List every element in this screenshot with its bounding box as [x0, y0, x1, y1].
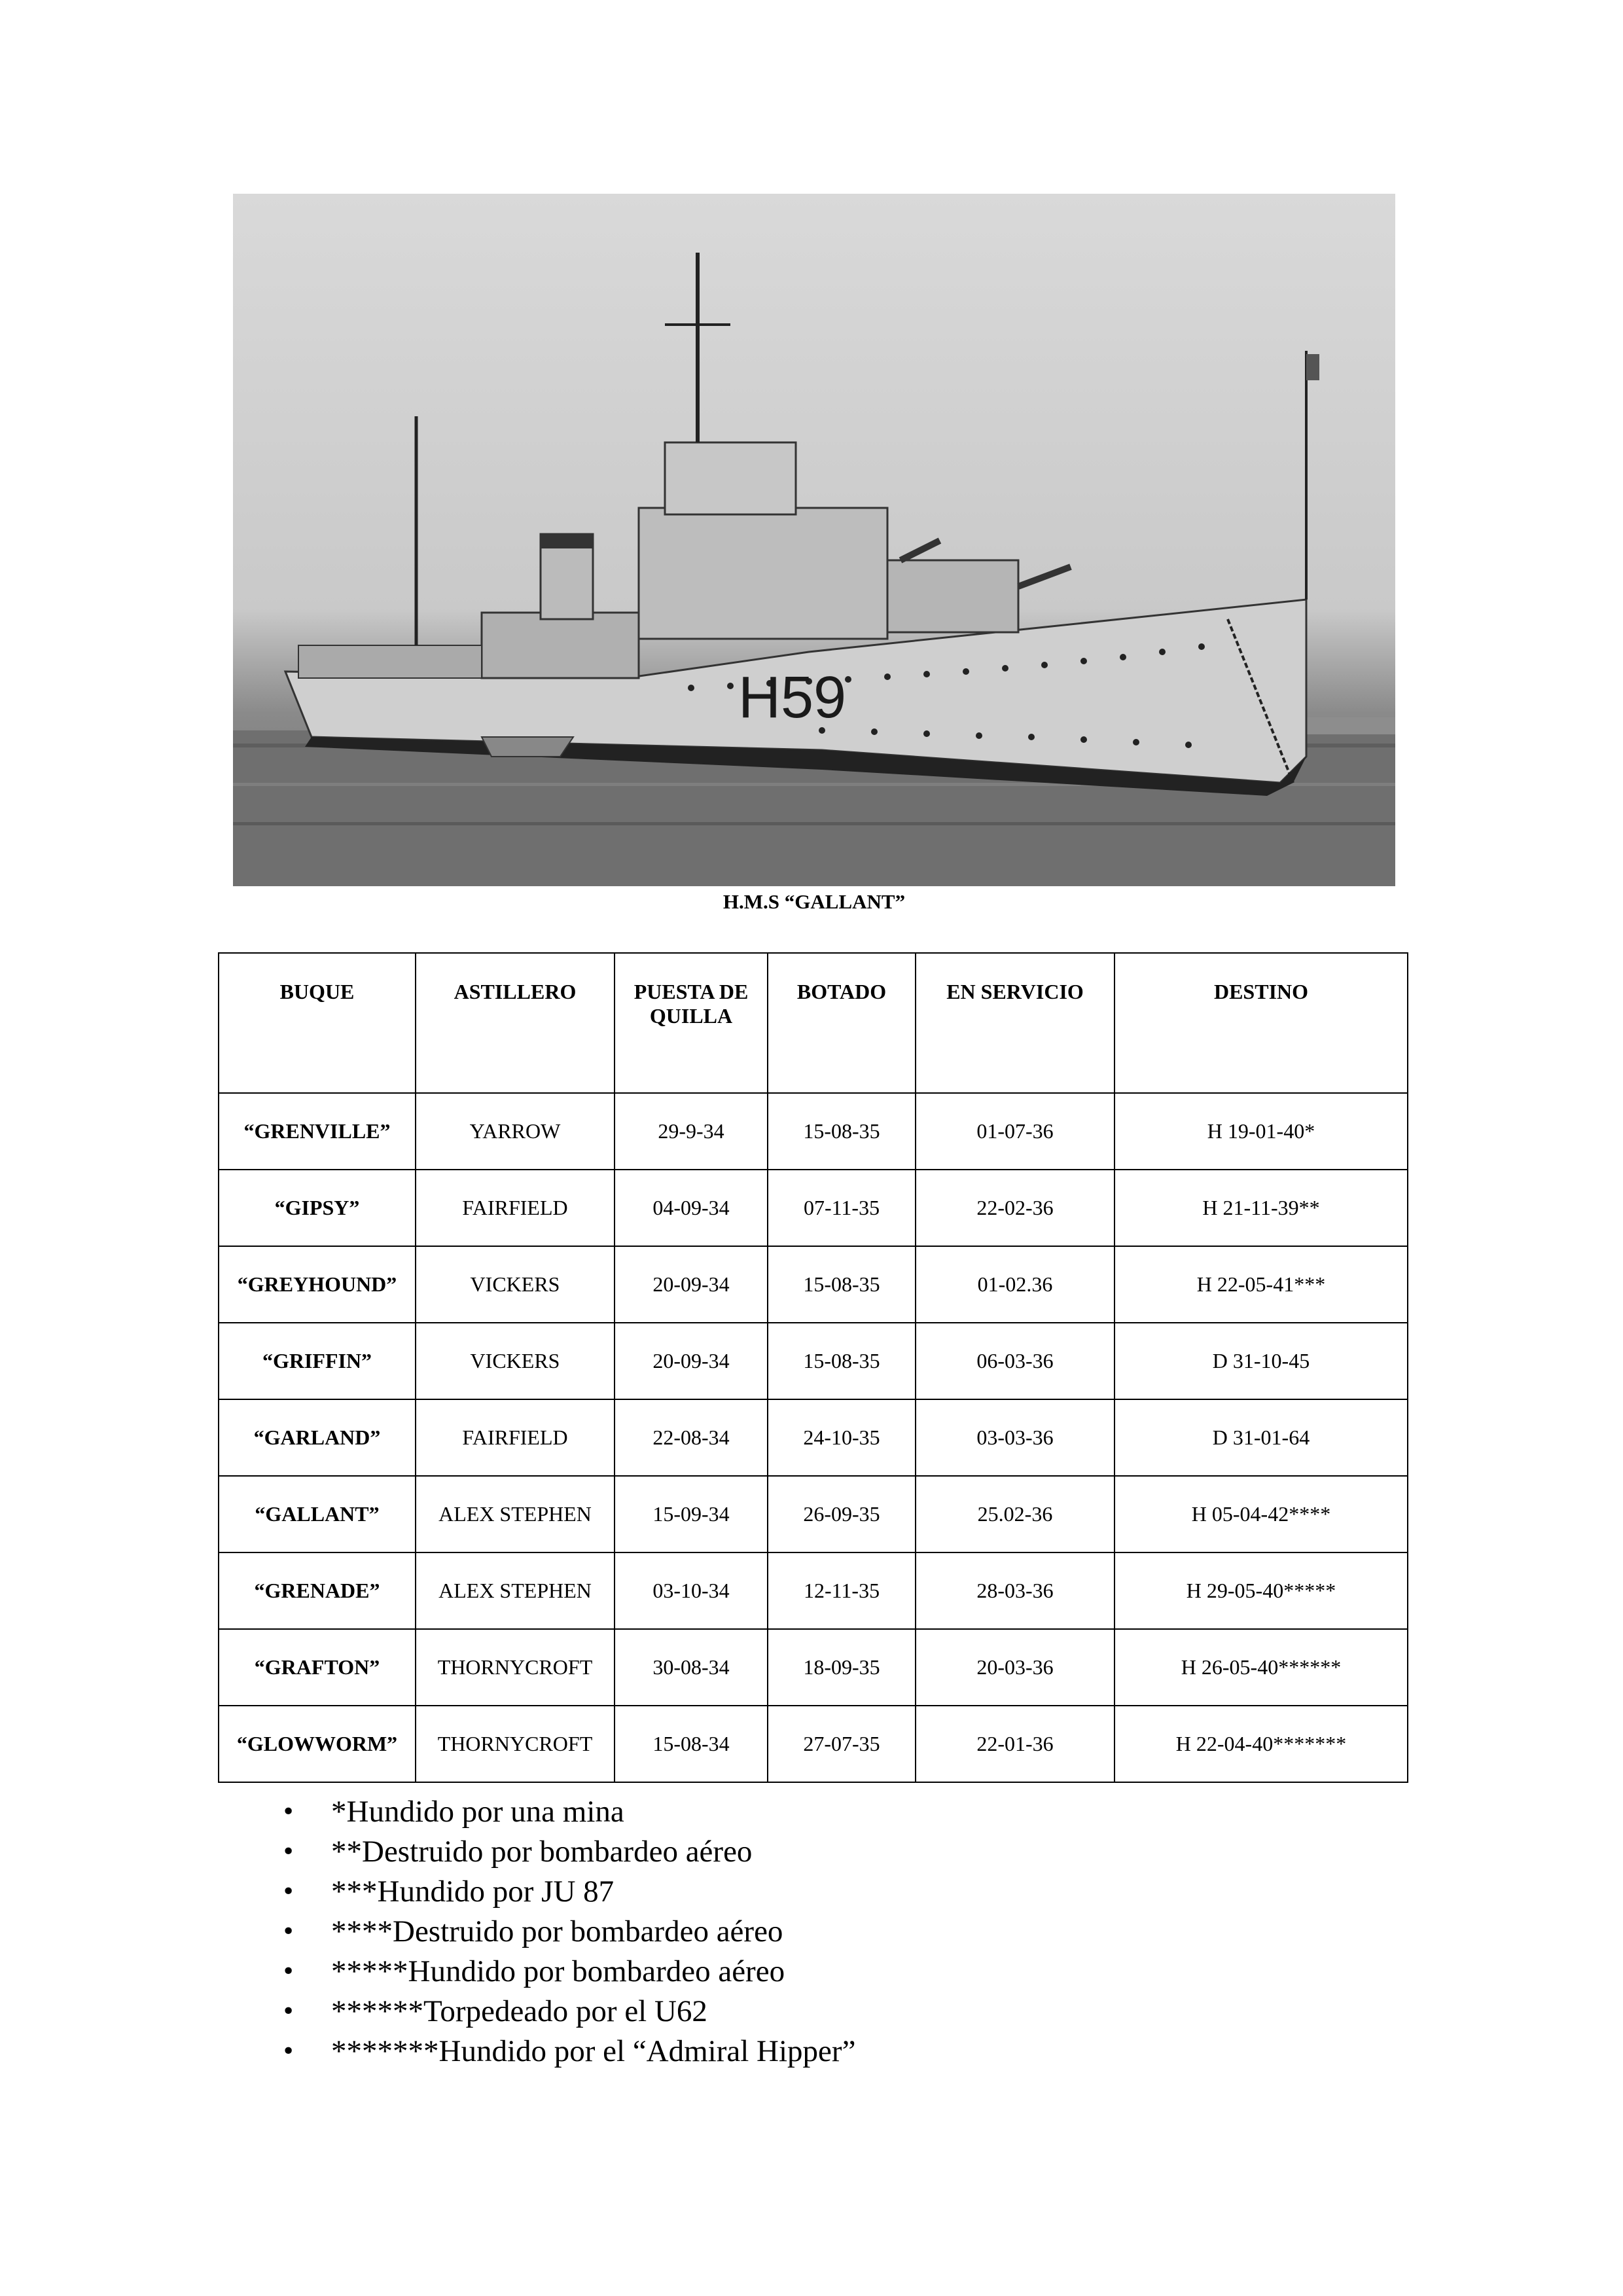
cell-puesta: 22-08-34: [615, 1399, 768, 1476]
cell-destino: D 31-01-64: [1115, 1399, 1408, 1476]
header-astillero: ASTILLERO: [416, 953, 615, 1093]
cell-servicio: 01-07-36: [916, 1093, 1115, 1170]
cell-botado: 07-11-35: [768, 1170, 916, 1246]
header-buque: BUQUE: [219, 953, 416, 1093]
cell-buque: “GRENVILLE”: [219, 1093, 416, 1170]
cell-servicio: 25.02-36: [916, 1476, 1115, 1552]
cell-buque: “GRENADE”: [219, 1552, 416, 1629]
table-row: [219, 1552, 1408, 1629]
header-puesta-de-quilla: PUESTA DE QUILLA: [615, 953, 768, 1093]
cell-botado: 27-07-35: [768, 1706, 916, 1782]
cell-puesta: 04-09-34: [615, 1170, 768, 1246]
cell-puesta: 15-08-34: [615, 1706, 768, 1782]
ships-table: [218, 952, 1408, 1783]
table-row: [219, 1170, 1408, 1246]
cell-botado: 15-08-35: [768, 1323, 916, 1399]
cell-puesta: 15-09-34: [615, 1476, 768, 1552]
header-botado: BOTADO: [768, 953, 916, 1093]
cell-buque: “GRAFTON”: [219, 1629, 416, 1706]
cell-servicio: 28-03-36: [916, 1552, 1115, 1629]
table-row: [219, 1246, 1408, 1323]
cell-servicio: 03-03-36: [916, 1399, 1115, 1476]
cell-astillero: FAIRFIELD: [416, 1170, 615, 1246]
cell-botado: 15-08-35: [768, 1093, 916, 1170]
cell-botado: 24-10-35: [768, 1399, 916, 1476]
cell-botado: 18-09-35: [768, 1629, 916, 1706]
cell-astillero: ALEX STEPHEN: [416, 1552, 615, 1629]
cell-buque: “GARLAND”: [219, 1399, 416, 1476]
cell-botado: 12-11-35: [768, 1552, 916, 1629]
cell-puesta: 20-09-34: [615, 1246, 768, 1323]
cell-astillero: FAIRFIELD: [416, 1399, 615, 1476]
destroyer-illustration: [233, 194, 1395, 886]
cell-servicio: 20-03-36: [916, 1629, 1115, 1706]
hull-number: H59: [738, 665, 847, 730]
cell-destino: H 19-01-40*: [1115, 1093, 1408, 1170]
cell-destino: D 31-10-45: [1115, 1323, 1408, 1399]
cell-astillero: THORNYCROFT: [416, 1706, 615, 1782]
table-row: [219, 1323, 1408, 1399]
cell-astillero: ALEX STEPHEN: [416, 1476, 615, 1552]
cell-destino: H 05-04-42****: [1115, 1476, 1408, 1552]
cell-destino: H 26-05-40******: [1115, 1629, 1408, 1706]
cell-destino: H 29-05-40*****: [1115, 1552, 1408, 1629]
cell-astillero: THORNYCROFT: [416, 1629, 615, 1706]
table-row: [219, 1476, 1408, 1552]
ship-photo: [233, 194, 1395, 886]
footnote-item: • *****Hundido por bombardeo aéreo: [275, 1952, 855, 1992]
footnote-item: • ******Torpedeado por el U62: [275, 1992, 855, 2032]
header-destino: DESTINO: [1115, 953, 1408, 1093]
cell-servicio: 22-01-36: [916, 1706, 1115, 1782]
cell-astillero: VICKERS: [416, 1323, 615, 1399]
cell-botado: 26-09-35: [768, 1476, 916, 1552]
cell-servicio: 06-03-36: [916, 1323, 1115, 1399]
cell-puesta: 03-10-34: [615, 1552, 768, 1629]
footnote-item: • ***Hundido por JU 87: [275, 1872, 855, 1912]
cell-servicio: 01-02.36: [916, 1246, 1115, 1323]
cell-destino: H 22-04-40*******: [1115, 1706, 1408, 1782]
table-row: [219, 1706, 1408, 1782]
cell-astillero: VICKERS: [416, 1246, 615, 1323]
cell-astillero: YARROW: [416, 1093, 615, 1170]
photo-caption: H.M.S “GALLANT”: [722, 890, 906, 913]
cell-destino: H 22-05-41***: [1115, 1246, 1408, 1323]
cell-botado: 15-08-35: [768, 1246, 916, 1323]
cell-buque: “GIPSY”: [219, 1170, 416, 1246]
table-header-row: [219, 953, 1408, 1093]
cell-puesta: 29-9-34: [615, 1093, 768, 1170]
table-row: [219, 1093, 1408, 1170]
table-row: [219, 1629, 1408, 1706]
cell-buque: “GREYHOUND”: [219, 1246, 416, 1323]
table-row: [219, 1399, 1408, 1476]
cell-buque: “GALLANT”: [219, 1476, 416, 1552]
header-en-servicio: EN SERVICIO: [916, 953, 1115, 1093]
cell-servicio: 22-02-36: [916, 1170, 1115, 1246]
cell-puesta: 20-09-34: [615, 1323, 768, 1399]
cell-buque: “GLOWWORM”: [219, 1706, 416, 1782]
footnote-item: • ****Destruido por bombardeo aéreo: [275, 1912, 855, 1952]
footnote-item: • **Destruido por bombardeo aéreo: [275, 1832, 855, 1872]
footnote-item: • *Hundido por una mina: [275, 1792, 855, 1832]
cell-destino: H 21-11-39**: [1115, 1170, 1408, 1246]
cell-puesta: 30-08-34: [615, 1629, 768, 1706]
footnotes-list: [275, 1792, 855, 2072]
cell-buque: “GRIFFIN”: [219, 1323, 416, 1399]
footnote-item: • *******Hundido por el “Admiral Hipper”: [275, 2032, 855, 2072]
